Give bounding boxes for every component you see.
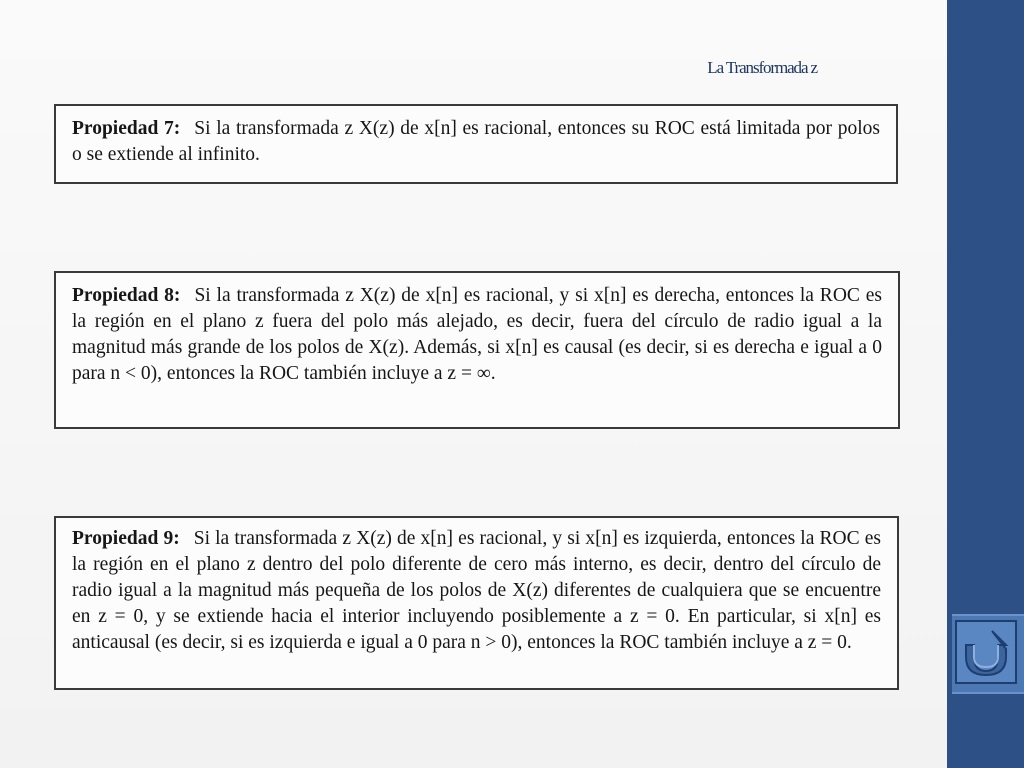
u-turn-return-icon — [962, 627, 1010, 677]
property-7-label: Propiedad 7: — [72, 118, 181, 139]
property-7-box — [54, 104, 898, 184]
property-9-text: Si la transformada z X(z) de x[n] es racional, y si x[n] es izquierda, entonces la ROC es la región en el plano z dentro del polo diferente de cero más interno, es decir, dentro del círculo de radio igual a la magnitud más pequeña de los polos de X(z) diferentes de cualquiera que se encuentre en z = 0, y se extiende hacia el interior incluyendo posiblemente a z = 0. En particular, si x[n] es anticausal (es decir, si es izquierda e igual a 0 para n > 0), entonces la ROC también incluye a z = 0. — [72, 528, 881, 653]
property-7-text: Si la transformada z X(z) de x[n] es racional, entonces su ROC está limitada por polos o se extiende al infinito. — [72, 118, 880, 165]
property-9-box — [54, 516, 899, 690]
property-8-label: Propiedad 8: — [72, 285, 181, 306]
property-9-label: Propiedad 9: — [72, 528, 180, 549]
return-button[interactable] — [955, 620, 1017, 684]
slide-title: La Transformada z — [707, 58, 817, 77]
property-8-text: Si la transformada z X(z) de x[n] es racional, y si x[n] es derecha, entonces la ROC es la región en el plano z fuera del polo más alejado, es decir, fuera del círculo de radio igual a la magnitud más grande de los polos de X(z). Además, si x[n] es causal (es decir, si es derecha e igual a 0 para n < 0), entonces la ROC también incluye a z = ∞. — [72, 285, 883, 384]
property-8-box — [54, 271, 900, 429]
